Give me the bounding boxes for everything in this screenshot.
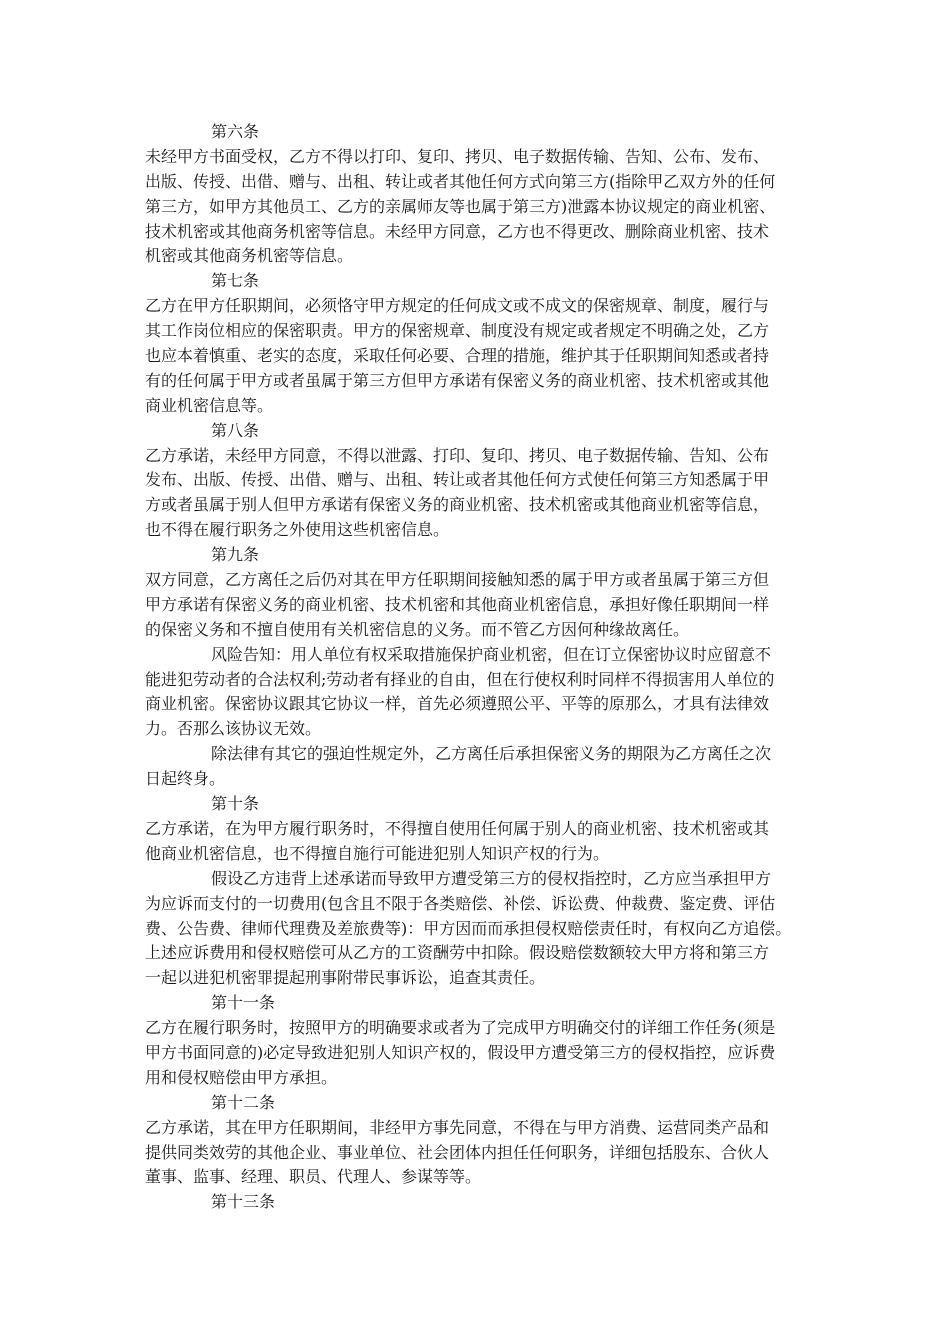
- paragraph-line: 除法律有其它的强迫性规定外，乙方离任后承担保密义务的期限为乙方离任之次: [211, 744, 772, 764]
- paragraph-line: 乙方在甲方任职期间，必须恪守甲方规定的任何成文或不成文的保密规章、制度，履行与: [145, 296, 770, 316]
- article-heading: 第十三条: [211, 1192, 276, 1212]
- paragraph-line: 第三方，如甲方其他员工、乙方的亲属师友等也属于第三方)泄露本协议规定的商业机密、: [145, 196, 776, 216]
- article-heading: 第十二条: [211, 1092, 276, 1112]
- paragraph-line: 假设乙方违背上述承诺而导致甲方遭受第三方的侵权指控时，乙方应当承担甲方: [211, 868, 772, 888]
- article-heading: 第六条: [211, 122, 260, 141]
- paragraph-line: 乙方承诺，其在甲方任职期间，非经甲方事先同意，不得在与甲方消费、运营同类产品和: [145, 1117, 770, 1137]
- paragraph-line: 费、公告费、律师代理费及差旅费等)：甲方因而而承担侵权赔偿责任时，有权向乙方追偿。: [145, 918, 792, 938]
- paragraph-line: 也不得在履行职务之外使用这些机密信息。: [145, 520, 450, 540]
- article-heading: 第十条: [211, 794, 260, 814]
- paragraph-line: 商业机密。保密协议跟其它协议一样，首先必须遵照公平、平等的原那么，才具有法律效: [145, 694, 770, 714]
- paragraph-line: 商业机密信息等。: [145, 395, 274, 415]
- article-heading: 第七条: [211, 271, 260, 291]
- paragraph-line: 董事、监事、经理、职员、代理人、参谋等等。: [145, 1167, 482, 1187]
- paragraph-line: 机密或其他商务机密等信息。: [145, 246, 354, 266]
- paragraph-line: 方或者虽属于别人但甲方承诺有保密义务的商业机密、技术机密或其他商业机密等信息，: [145, 495, 770, 515]
- paragraph-line: 甲方书面同意的)必定导致进犯别人知识产权的，假设甲方遭受第三方的侵权指控，应诉费: [145, 1042, 776, 1062]
- paragraph-line: 技术机密或其他商务机密等信息。未经甲方同意，乙方也不得更改、删除商业机密、技术: [145, 221, 770, 241]
- paragraph-line: 乙方承诺，在为甲方履行职务时，不得擅自使用任何属于别人的商业机密、技术机密或其: [145, 818, 770, 838]
- document-page: [145, 120, 813, 1215]
- paragraph-line: 一起以进犯机密罪提起刑事附带民事诉讼，追查其责任。: [145, 968, 546, 988]
- paragraph-line: 上述应诉费用和侵权赔偿可从乙方的工资酬劳中扣除。假设赔偿数额较大甲方将和第三方: [145, 943, 770, 963]
- paragraph-line: 他商业机密信息，也不得擅自施行可能进犯别人知识产权的行为。: [145, 843, 610, 863]
- paragraph-line: 提供同类效劳的其他企业、事业单位、社会团体内担任任何职务，详细包括股东、合伙人: [145, 1142, 770, 1162]
- paragraph-line: 为应诉而支付的一切费用(包含且不限于各类赔偿、补偿、诉讼费、仲裁费、鉴定费、评估: [145, 893, 776, 913]
- paragraph-line: 发布、出版、传授、出借、赠与、出租、转让或者其他任何方式使任何第三方知悉属于甲: [145, 470, 770, 490]
- paragraph-line: 的保密义务和不擅自使用有关机密信息的义务。而不管乙方因何种缘故离任。: [145, 619, 690, 639]
- paragraph-line: 日起终身。: [145, 769, 226, 789]
- paragraph-line: 用和侵权赔偿由甲方承担。: [145, 1067, 338, 1087]
- paragraph-line: 其工作岗位相应的保密职责。甲方的保密规章、制度没有规定或者规定不明确之处，乙方: [145, 321, 770, 341]
- paragraph-line: 风险告知：用人单位有权采取措施保护商业机密，但在订立保密协议时应留意不: [211, 644, 772, 664]
- paragraph-line: 有的任何属于甲方或者虽属于第三方但甲方承诺有保密义务的商业机密、技术机密或其他: [145, 370, 770, 390]
- article-heading: 第八条: [211, 420, 260, 440]
- paragraph-line: 双方同意，乙方离任之后仍对其在甲方任职期间接触知悉的属于甲方或者虽属于第三方但: [145, 570, 770, 590]
- paragraph-line: 也应本着慎重、老实的态度，采取任何必要、合理的措施，维护其于任职期间知悉或者持: [145, 346, 770, 366]
- article-heading: 第十一条: [211, 993, 276, 1013]
- paragraph-line: 乙方承诺，未经甲方同意，不得以泄露、打印、复印、拷贝、电子数据传输、告知、公布: [145, 445, 770, 465]
- paragraph-line: 乙方在履行职务时，按照甲方的明确要求或者为了完成甲方明确交付的详细工作任务(须是: [145, 1018, 776, 1038]
- paragraph-line: 能进犯劳动者的合法权利;劳动者有择业的自由，但在行使权利时同样不得损害用人单位的: [145, 669, 775, 689]
- article-heading: 第九条: [211, 545, 260, 565]
- paragraph-line: 未经甲方书面受权，乙方不得以打印、复印、拷贝、电子数据传输、告知、公布、发布、: [145, 146, 770, 166]
- paragraph-line: 甲方承诺有保密义务的商业机密、技术机密和其他商业机密信息，承担好像任职期间一样: [145, 594, 770, 614]
- paragraph-line: 力。否那么该协议无效。: [145, 719, 322, 739]
- paragraph-line: 出版、传授、出借、赠与、出租、转让或者其他任何方式向第三方(指除甲乙双方外的任何: [145, 171, 776, 191]
- document-body: [145, 120, 813, 1215]
